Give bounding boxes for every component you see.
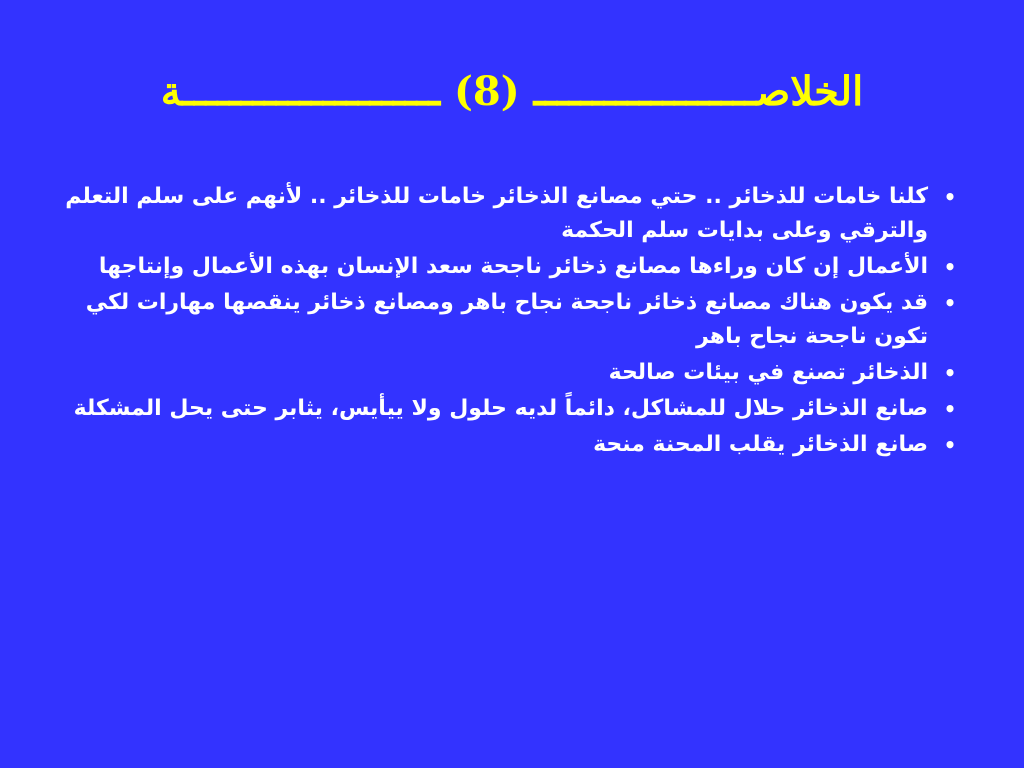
bullet-text: صانع الذخائر يقلب المحنة منحة [593,432,928,457]
bullet-item [56,180,962,248]
bullet-text: صانع الذخائر حلال للمشاكل، دائماً لديه حلول ولا ييأيس، يثابر حتى يحل المشكلة [73,396,928,421]
bullet-icon: • [943,185,957,209]
slide-title: الخلاصـــــــــــــــــــ (8) ــــــــــــــــــــــة [160,68,864,115]
bullet-icon: • [943,291,957,315]
bullet-item [56,392,962,426]
bullet-item [56,286,962,354]
bullet-text: الذخائر تصنع في بيئات صالحة [608,360,928,385]
bullet-item [56,250,962,284]
bullet-icon: • [943,255,957,279]
bullet-icon: • [943,433,957,457]
bullet-text: قد يكون هناك مصانع ذخائر ناجحة نجاح باهر ومصانع ذخائر ينقصها مهارات لكي تكون ناجحة نجاح باهر [85,290,928,349]
bullet-text: الأعمال إن كان وراءها مصانع ذخائر ناجحة سعد الإنسان بهذه الأعمال وإنتاجها [98,254,928,279]
bullet-icon: • [943,361,957,385]
bullet-list [56,180,962,464]
bullet-icon: • [943,397,957,421]
bullet-item [56,428,962,462]
bullet-text: كلنا خامات للذخائر .. حتي مصانع الذخائر خامات للذخائر .. لأنهم على سلم التعلم والترقي وعلى بدايات سلم الحكمة [65,184,928,243]
bullet-item [56,356,962,390]
